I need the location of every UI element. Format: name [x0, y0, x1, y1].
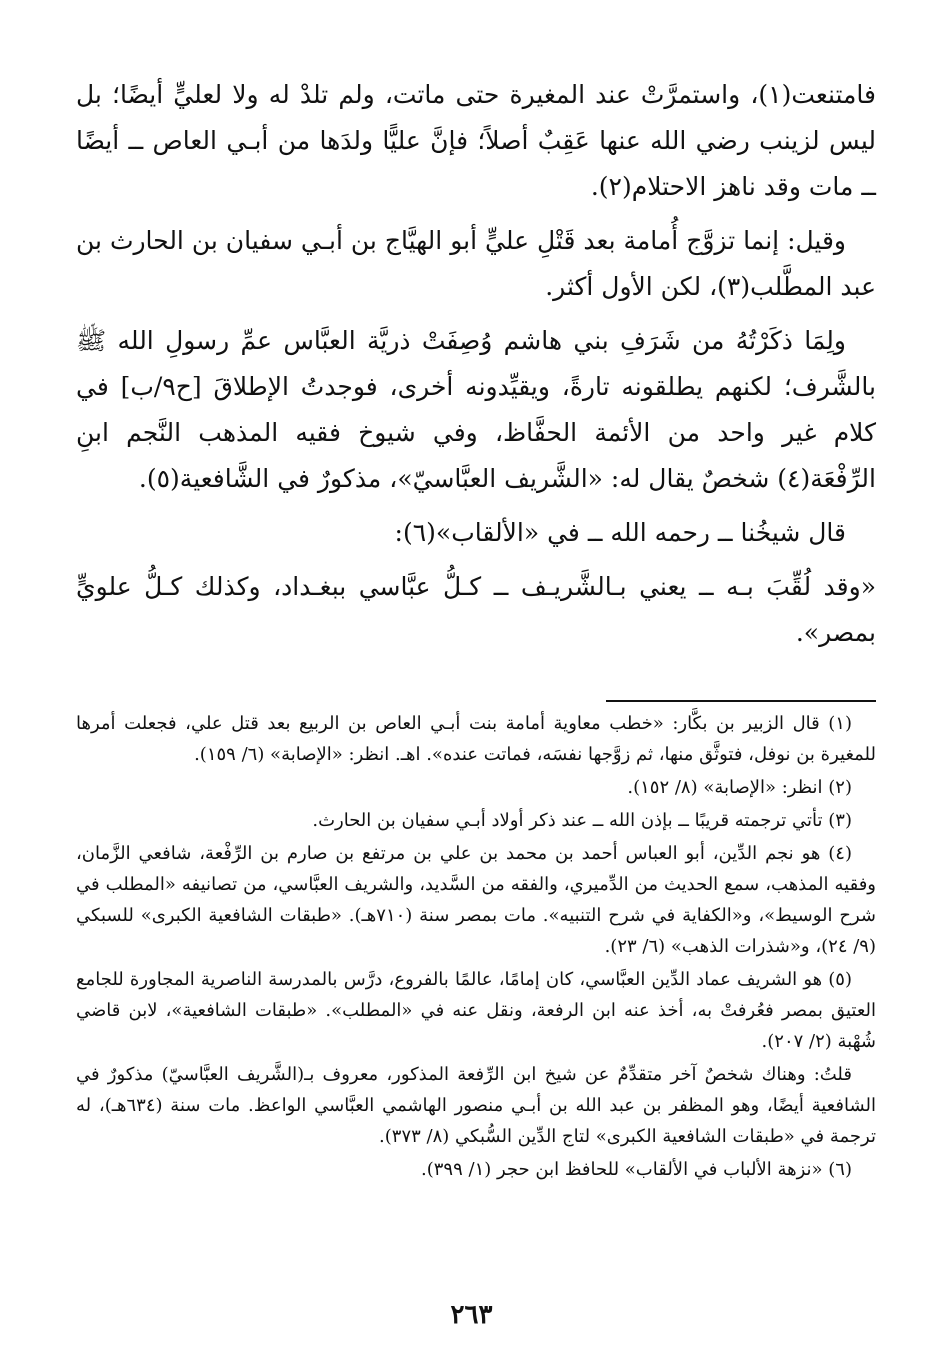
- paragraph-3: ولِمَا ذكَرْتُهُ من شَرَفِ بني هاشم وُصِفَتْ ذريَّة العبَّاس عمِّ رسولِ الله ﷺ بالشَّرف؛ لكنهم يطلقونه تارةً، ويقيِّدونه أخرى، فوجدتُ الإطلاقَ [ح٩/ب] في كلام غير واحد من الأئمة الحفَّاظ، وفي شيوخ فقيه المذهب النَّجم ابنِ الرِّفْعَة(٤) شخصٌ يقال له: «الشَّريف العبَّاسيّ»، مذكورٌ في الشَّافعية(٥).: [76, 326, 876, 493]
- footnote-1: (١) قال الزبير بن بكَّار: «خطب معاوية أمامة بنت أبـي العاص بن الربيع بعد قتل علي، فجعلت أمرها للمغيرة بن نوفل، فتوثَّق منها، ثم زوَّجها نفسَه، فماتت عنده». اهـ. انظر: «الإصابة» (٦/ ١٥٩).: [76, 713, 876, 765]
- footnote-6: (٦) «نزهة الألباب في الألقاب» للحافظ ابن حجر (١/ ٣٩٩).: [421, 1159, 852, 1180]
- paragraph-4: قال شيخُنا ــ رحمه الله ــ في «الألقاب»(٦):: [394, 518, 846, 547]
- paragraph-2: وقيل: إنما تزوَّج أُمامة بعد قَتْلِ عليٍّ أبو الهيَّاج بن أبـي سفيان بن الحارث بن عبد المطَّلب(٣)، لكن الأول أكثر.: [76, 226, 876, 301]
- paragraph-5-quote: «وقد لُقِّبَ بـه ــ يعني بـالشَّريـف ــ كـلُّ عبَّاسي ببغـداد، وكذلك كـلُّ علويٍّ بمصر».: [76, 572, 876, 647]
- footnote-4: (٤) هو نجم الدِّين، أبو العباس أحمد بن محمد بن علي بن مرتفع بن صارم بن الرِّفْعة، شافعي الزَّمان، وفقيه المذهب، سمع الحديث من الدِّميري، والفقه من السَّديد، والشريف العبَّاسي، من تصانيفه «المطلب في شرح الوسيط»، و«الكفاية في شرح التنبيه». مات بمصر سنة (٧١٠هـ). «طبقات الشافعية الكبرى» للسبكي (٩/ ٢٤)، و«شذرات الذهب» (٦/ ٢٣).: [76, 843, 876, 957]
- footnote-5: (٥) هو الشريف عماد الدِّين العبَّاسي، كان إمامًا، عالمًا بالفروع، درَّس بالمدرسة الناصرية المجاورة للجامع العتيق بمصر فعُرفتْ به، أخذ عنه ابن الرفعة، ونقل عنه في «المطلب». «طبقات الشافعية»، لابن قاضي شُهْبة (٢/ ٢٠٧).: [76, 969, 876, 1052]
- footnote-3: (٣) تأتي ترجمته قريبًا ــ بإذن الله ــ عند ذكر أولاد أبـي سفيان بن الحارث.: [312, 810, 852, 831]
- page-number: ٢٦٣: [450, 1300, 493, 1330]
- main-text: [76, 72, 876, 664]
- footnote-5-note: قلتُ: وهناك شخصٌ آخر متقدِّمٌ عن شيخ ابن الرِّفعة المذكور، معروف بـ(الشَّريف العبَّاسيّ) مذكورٌ في الشافعية أيضًا، وهو المظفر بن عبد الله بن أبـي منصور الهاشمي العبَّاسي الواعظ. مات سنة (٦٣٤هـ)، له ترجمة في «طبقات الشافعية الكبرى» لتاج الدِّين السُّبكي (٨/ ٣٧٣).: [76, 1064, 876, 1147]
- footnote-2: (٢) انظر: «الإصابة» (٨/ ١٥٢).: [627, 777, 852, 798]
- footnotes: [76, 708, 876, 1187]
- paragraph-1: فامتنعت(١)، واستمرَّتْ عند المغيرة حتى ماتت، ولم تلدْ له ولا لعليٍّ أيضًا؛ بل ليس لزينب رضي الله عنها عَقِبٌ أصلاً؛ فإنَّ عليًّا ولدَها من أبـي العاص ــ أيضًا ــ مات وقد ناهز الاحتلام(٢).: [76, 80, 876, 201]
